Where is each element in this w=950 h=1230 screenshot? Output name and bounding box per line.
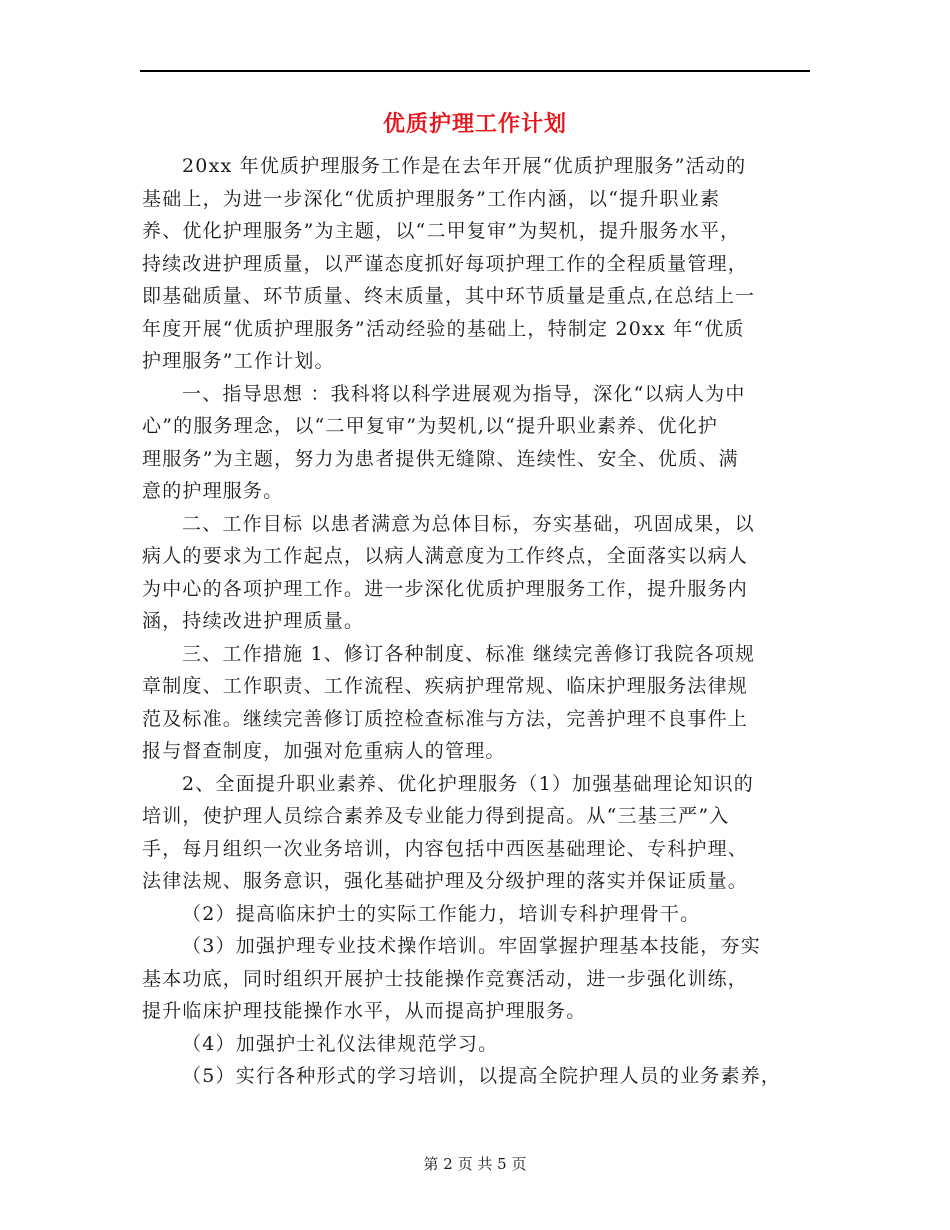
document-title: 优质护理工作计划 — [382, 111, 567, 137]
body-line: （5）实行各种形式的学习培训，以提高全院护理人员的业务素养， — [182, 1065, 782, 1087]
body-line: 范及标准。继续完善修订质控检查标准与方法，完善护理不良事件上 — [142, 707, 749, 730]
body-line: 年度开展“优质护理服务”活动经验的基础上，特制定 20xx 年“优质 — [142, 317, 745, 340]
body-line: 涵，持续改进护理质量。 — [142, 610, 365, 632]
body-line: 手，每月组织一次业务培训，内容包括中西医基础理论、专科护理、 — [142, 837, 749, 860]
body-line: 20xx 年优质护理服务工作是在去年开展“优质护理服务”活动的 — [182, 155, 747, 177]
header-rule — [140, 70, 810, 72]
body-line: 基础上，为进一步深化“优质护理服务”工作内涵，以“提升职业素 — [142, 187, 721, 210]
body-line: 提升临床护理技能操作水平，从而提高护理服务。 — [142, 1000, 587, 1022]
body-line: 病人的要求为工作起点，以病人满意度为工作终点，全面落实以病人 — [142, 545, 749, 567]
body-line: 即基础质量、环节质量、终末质量，其中环节质量是重点,在总结上一 — [142, 285, 756, 307]
page-number-footer: 第 2 页 共 5 页 — [423, 1155, 527, 1173]
body-line: 护理服务”工作计划。 — [142, 350, 335, 372]
body-line: 为中心的各项护理工作。进一步深化优质护理服务工作，提升服务内 — [142, 577, 749, 600]
body-line: 二、工作目标 以患者满意为总体目标，夯实基础，巩固成果，以 — [182, 512, 755, 535]
body-line: （3）加强护理专业技术操作培训。牢固掌握护理基本技能，夯实 — [182, 935, 761, 957]
body-line: 报与督查制度，加强对危重病人的管理。 — [142, 740, 506, 762]
body-line: 三、工作措施 1、修订各种制度、标准 继续完善修订我院各项规 — [182, 642, 756, 665]
body-line: 持续改进护理质量，以严谨态度抓好每项护理工作的全程质量管理， — [142, 252, 749, 275]
body-line: （2）提高临床护士的实际工作能力，培训专科护理骨干。 — [182, 902, 701, 925]
body-line: 理服务”为主题，努力为患者提供无缝隙、连续性、安全、优质、满 — [142, 447, 739, 470]
body-line: 意的护理服务。 — [142, 480, 284, 502]
body-line: （4）加强护士礼仪法律规范学习。 — [182, 1032, 499, 1055]
body-line: 2、全面提升职业素养、优化护理服务（1）加强基础理论知识的 — [182, 772, 754, 795]
body-line: 培训，使护理人员综合素养及专业能力得到提高。从“三基三严”入 — [142, 805, 730, 827]
body-line: 心”的服务理念，以“二甲复审”为契机,以“提升职业素养、优化护 — [142, 415, 719, 437]
body-line: 法律法规、服务意识，强化基础护理及分级护理的落实并保证质量。 — [142, 870, 749, 892]
body-line: 一、指导思想 ：我科将以科学进展观为指导，深化“以病人为中 — [182, 382, 746, 405]
body-line: 基本功底，同时组织开展护士技能操作竞赛活动，进一步强化训练， — [142, 967, 749, 990]
body-line: 章制度、工作职责、工作流程、疾病护理常规、临床护理服务法律规 — [142, 675, 749, 697]
body-line: 养、优化护理服务”为主题，以“二甲复审”为契机，提升服务水平， — [142, 220, 741, 242]
document-body — [142, 150, 814, 1093]
